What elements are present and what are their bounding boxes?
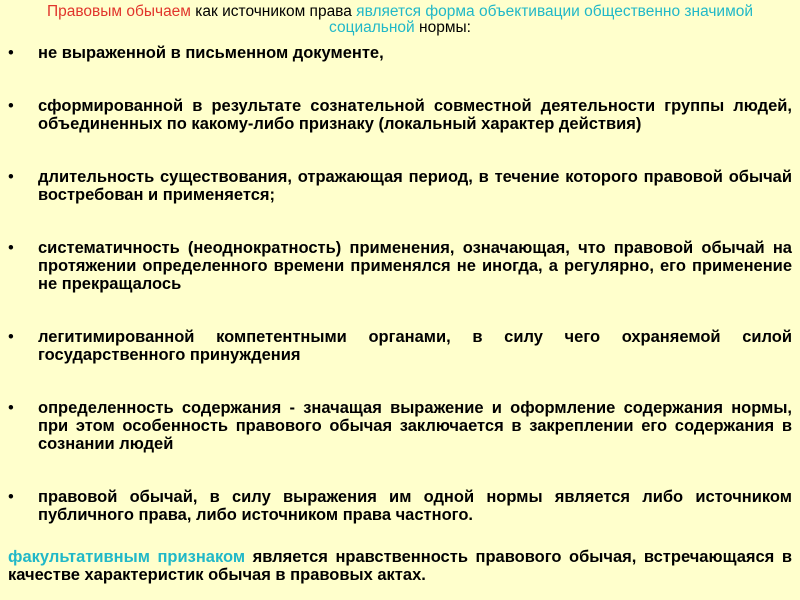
list-item-text: не выраженной в письменном документе, [38,44,384,62]
list-item-text: систематичность (неоднократность) применения, означающая, что правовой обычай на протяжении определенного времени применялся не иногда, а регулярно, его применение не прекращалось [38,239,792,293]
intro-form: форма объективации общественно значимой социальной [329,3,754,36]
intro-paragraph [8,4,792,36]
list-item [0,239,800,293]
list-item-text: легитимированной компетентными органами, в силу чего охраняемой силой государственного принуждения [38,328,792,364]
intro-term: Правовым обычаем [46,3,191,20]
bullet-icon: • [8,328,14,346]
bullet-icon: • [8,239,14,257]
list-item [0,399,800,453]
list-item [0,488,800,524]
bullet-icon: • [8,399,14,417]
list-item [0,328,800,364]
list-item [0,168,800,204]
list-item [0,97,800,133]
intro-is: является [356,3,422,20]
list-item [0,44,800,62]
closing-highlight: факультативным признаком [8,548,246,566]
list-item-text: сформированной в результате сознательной совместной деятельности группы людей, объединенных по какому-либо признаку (локальный характер действия) [38,97,792,133]
list-item-text: правовой обычай, в силу выражения им одной нормы является либо источником публичного права, либо источником права частного. [38,488,792,524]
features-list [0,44,800,559]
bullet-icon: • [8,97,14,115]
intro-text-3: нормы: [414,19,471,36]
closing-text: является нравственность правового обычая, встречающаяся в качестве характеристик обычая в правовых актах. [8,548,792,584]
bullet-icon: • [8,488,14,506]
list-item-text: длительность существования, отражающая период, в течение которого правовой обычай востребован и применяется; [38,168,792,204]
bullet-icon: • [8,44,14,62]
intro-text-1: как источником права [190,3,357,20]
closing-paragraph [8,548,792,584]
bullet-icon: • [8,168,14,186]
list-item-text: определенность содержания - значащая выражение и оформление содержания нормы, при этом особенность правового обычая заключается в закреплении его содержания в сознании людей [38,399,792,453]
